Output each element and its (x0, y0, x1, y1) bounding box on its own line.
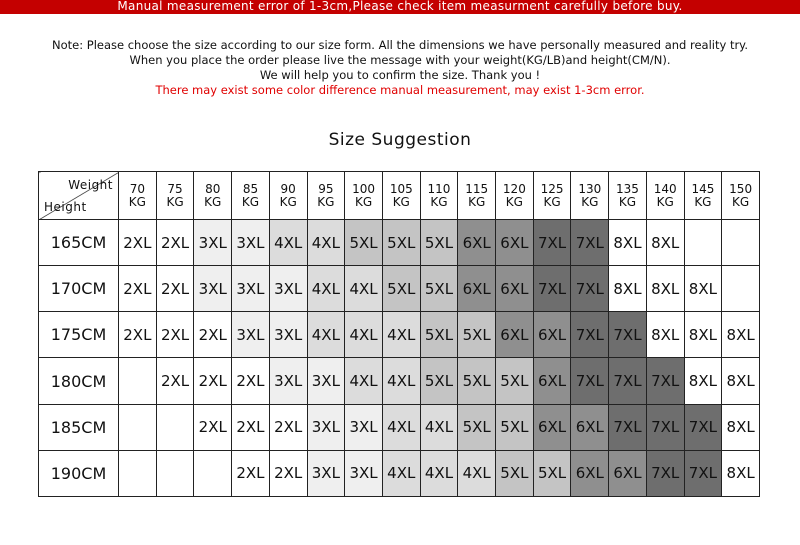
size-notes (0, 38, 800, 98)
size-cell: 5XL (420, 312, 458, 358)
size-cell: 3XL (269, 312, 307, 358)
size-cell: 4XL (382, 450, 420, 496)
note-line-1: Note: Please choose the size according to our size form. All the dimensions we have personally measured and reality try. (52, 38, 748, 52)
size-cell: 7XL (609, 358, 647, 404)
weight-header-row (39, 172, 760, 220)
size-cell: 6XL (533, 358, 571, 404)
weight-unit: KG (505, 194, 523, 209)
size-cell: 7XL (533, 266, 571, 312)
size-cell: 2XL (269, 404, 307, 450)
size-cell: 3XL (194, 266, 232, 312)
weight-header-cell (420, 172, 458, 220)
size-cell: 2XL (194, 404, 232, 450)
table-corner (39, 172, 119, 220)
size-cell: 3XL (269, 358, 307, 404)
weight-header-cell (119, 172, 157, 220)
weight-value: 75 (167, 181, 183, 196)
size-cell: 2XL (232, 404, 270, 450)
weight-unit: KG (279, 194, 297, 209)
size-cell (119, 404, 157, 450)
weight-value: 145 (691, 181, 715, 196)
size-cell: 8XL (722, 358, 760, 404)
size-cell: 2XL (232, 358, 270, 404)
size-cell: 2XL (194, 358, 232, 404)
size-cell: 4XL (269, 220, 307, 266)
size-cell: 8XL (722, 404, 760, 450)
weight-value: 100 (352, 181, 376, 196)
size-cell: 5XL (420, 220, 458, 266)
weight-unit: KG (543, 194, 561, 209)
page-title: Size Suggestion (328, 130, 472, 150)
size-cell: 2XL (156, 220, 194, 266)
weight-value: 130 (578, 181, 602, 196)
size-cell: 5XL (496, 404, 534, 450)
size-cell: 4XL (382, 312, 420, 358)
weight-unit: KG (468, 194, 486, 209)
weight-header-cell (684, 172, 722, 220)
size-cell: 8XL (722, 312, 760, 358)
weight-header-cell (345, 172, 383, 220)
size-cell: 7XL (609, 404, 647, 450)
size-cell: 4XL (345, 358, 383, 404)
weight-value: 95 (318, 181, 334, 196)
weight-value: 110 (427, 181, 451, 196)
weight-unit: KG (241, 194, 260, 209)
size-cell: 4XL (307, 266, 345, 312)
size-cell: 7XL (533, 220, 571, 266)
weight-header-cell (156, 172, 194, 220)
height-label: 170CM (39, 266, 119, 312)
size-table (38, 171, 760, 497)
size-cell: 7XL (646, 450, 684, 496)
size-cell: 8XL (684, 312, 722, 358)
weight-value: 80 (205, 181, 221, 196)
size-cell: 5XL (496, 358, 534, 404)
height-label: 180CM (39, 358, 119, 404)
weight-header-cell (232, 172, 270, 220)
corner-weight-label: Weight (68, 178, 113, 192)
size-cell: 6XL (496, 266, 534, 312)
size-cell (156, 404, 194, 450)
size-cell: 4XL (307, 312, 345, 358)
size-cell (722, 220, 760, 266)
weight-unit: KG (354, 194, 373, 209)
size-cell: 5XL (496, 450, 534, 496)
size-cell: 2XL (232, 450, 270, 496)
size-cell: 6XL (609, 450, 647, 496)
table-row (39, 404, 760, 450)
size-cell: 8XL (684, 358, 722, 404)
weight-header-cell (609, 172, 647, 220)
size-cell: 6XL (496, 220, 534, 266)
size-cell: 7XL (571, 312, 609, 358)
size-cell: 5XL (533, 450, 571, 496)
table-row (39, 266, 760, 312)
note-line-2: When you place the order please live the message with your weight(KG/LB)and height(CM/N). (129, 53, 671, 67)
weight-value: 120 (502, 181, 526, 196)
size-cell: 3XL (307, 450, 345, 496)
size-cell (684, 220, 722, 266)
weight-unit: KG (166, 194, 184, 209)
weight-unit: KG (656, 194, 674, 209)
weight-unit: KG (128, 194, 146, 209)
weight-value: 115 (465, 181, 489, 196)
size-cell: 6XL (533, 312, 571, 358)
weight-header-cell (722, 172, 760, 220)
size-cell: 4XL (345, 266, 383, 312)
note-line-4-warning: There may exist some color difference manual measurement, may exist 1-3cm error. (155, 83, 645, 97)
weight-unit: KG (694, 194, 712, 209)
size-cell: 7XL (646, 358, 684, 404)
table-row (39, 450, 760, 496)
size-cell: 5XL (382, 220, 420, 266)
size-cell: 2XL (156, 266, 194, 312)
weight-value: 140 (653, 181, 677, 196)
size-cell: 7XL (571, 220, 609, 266)
weight-value: 125 (540, 181, 564, 196)
size-cell: 6XL (458, 266, 496, 312)
size-cell: 5XL (382, 266, 420, 312)
weight-value: 90 (280, 181, 296, 196)
size-cell: 3XL (345, 404, 383, 450)
size-cell: 8XL (684, 266, 722, 312)
size-cell: 4XL (382, 404, 420, 450)
size-cell: 4XL (345, 312, 383, 358)
size-cell: 2XL (119, 312, 157, 358)
size-cell: 2XL (269, 450, 307, 496)
height-label: 175CM (39, 312, 119, 358)
size-cell: 6XL (496, 312, 534, 358)
weight-header-cell (571, 172, 609, 220)
weight-value: 150 (729, 181, 753, 196)
weight-header-cell (194, 172, 232, 220)
size-cell: 6XL (571, 450, 609, 496)
size-cell: 8XL (609, 220, 647, 266)
weight-header-cell (307, 172, 345, 220)
size-cell (119, 450, 157, 496)
weight-unit: KG (581, 194, 599, 209)
weight-unit: KG (204, 194, 222, 209)
size-cell: 3XL (194, 220, 232, 266)
size-cell: 3XL (345, 450, 383, 496)
size-cell: 4XL (382, 358, 420, 404)
weight-header-cell (382, 172, 420, 220)
table-row (39, 312, 760, 358)
size-cell: 6XL (533, 404, 571, 450)
size-cell: 5XL (345, 220, 383, 266)
size-cell (722, 266, 760, 312)
size-cell: 6XL (458, 220, 496, 266)
size-cell: 2XL (119, 266, 157, 312)
size-cell: 5XL (458, 404, 496, 450)
size-cell: 3XL (307, 358, 345, 404)
size-cell: 2XL (156, 358, 194, 404)
table-row (39, 358, 760, 404)
weight-value: 85 (242, 181, 259, 196)
table-row (39, 220, 760, 266)
weight-unit: KG (430, 194, 448, 209)
weight-value: 70 (129, 181, 145, 196)
weight-value: 135 (616, 181, 639, 196)
weight-unit: KG (392, 194, 410, 209)
size-cell: 5XL (420, 358, 458, 404)
size-cell: 4XL (420, 404, 458, 450)
size-cell (119, 358, 157, 404)
size-cell: 3XL (232, 312, 270, 358)
weight-header-cell (269, 172, 307, 220)
size-cell: 8XL (646, 266, 684, 312)
size-cell: 7XL (609, 312, 647, 358)
height-label: 190CM (39, 450, 119, 496)
size-cell: 5XL (458, 312, 496, 358)
height-label: 165CM (39, 220, 119, 266)
size-cell: 7XL (571, 266, 609, 312)
height-label: 185CM (39, 404, 119, 450)
size-cell: 5XL (420, 266, 458, 312)
weight-header-cell (533, 172, 571, 220)
size-cell: 2XL (119, 220, 157, 266)
weight-unit: KG (317, 194, 335, 209)
size-cell: 4XL (420, 450, 458, 496)
size-cell: 3XL (232, 220, 270, 266)
size-cell: 8XL (609, 266, 647, 312)
size-cell: 3XL (232, 266, 270, 312)
size-cell: 7XL (571, 358, 609, 404)
size-cell: 4XL (307, 220, 345, 266)
weight-unit: KG (618, 194, 637, 209)
size-cell: 8XL (722, 450, 760, 496)
weight-header-cell (646, 172, 684, 220)
note-line-3: We will help you to confirm the size. Thank you ! (259, 68, 541, 82)
size-cell (156, 450, 194, 496)
size-cell: 3XL (269, 266, 307, 312)
size-cell: 7XL (684, 404, 722, 450)
size-cell (194, 450, 232, 496)
weight-unit: KG (732, 194, 750, 209)
size-cell: 8XL (646, 312, 684, 358)
size-cell: 2XL (194, 312, 232, 358)
size-cell: 3XL (307, 404, 345, 450)
size-cell: 5XL (458, 358, 496, 404)
size-cell: 8XL (646, 220, 684, 266)
weight-header-cell (496, 172, 534, 220)
size-cell: 7XL (684, 450, 722, 496)
size-cell: 6XL (571, 404, 609, 450)
size-cell: 4XL (458, 450, 496, 496)
weight-header-cell (458, 172, 496, 220)
size-cell: 7XL (646, 404, 684, 450)
weight-value: 105 (389, 181, 413, 196)
size-cell: 2XL (156, 312, 194, 358)
corner-height-label: Height (44, 200, 87, 214)
top-banner: Manual measurement error of 1-3cm,Please check item measurment carefully before buy. (0, 0, 800, 14)
